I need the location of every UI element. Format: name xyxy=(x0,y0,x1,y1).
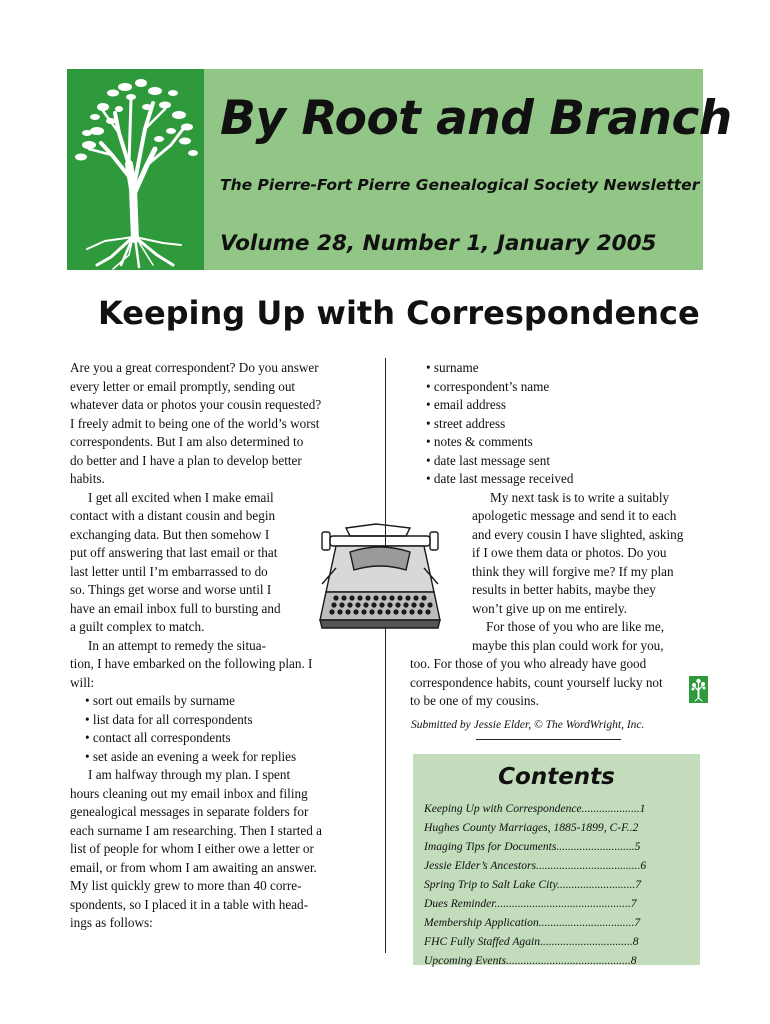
tree-icon xyxy=(67,69,204,270)
article-right-column xyxy=(410,359,710,711)
article-line: list of people for whom I either owe a letter or xyxy=(70,841,314,856)
article-line: I freely admit to being one of the world’s worst xyxy=(70,415,320,431)
newsletter-subtitle: The Pierre-Fort Pierre Genealogical Society Newsletter xyxy=(220,176,700,194)
article-line: every letter or email promptly, sending out xyxy=(70,378,296,394)
article-line: do better and I have a plan to develop better xyxy=(70,452,302,468)
article-title: Keeping Up with Correspondence xyxy=(98,294,700,332)
contents-list xyxy=(424,799,694,970)
article-line: have an email inbox full to bursting and xyxy=(70,600,281,616)
bullet-item: • surname xyxy=(426,360,479,375)
bullet-item: • date last message sent xyxy=(426,452,550,468)
contents-item: Imaging Tips for Documents...........................5 xyxy=(424,840,641,853)
bullet-item: • correspondent’s name xyxy=(426,378,550,394)
contents-item: Jessie Elder’s Ancestors....................................6 xyxy=(424,859,647,872)
article-line: My list quickly grew to more than 40 corre- xyxy=(70,878,302,893)
article-line: results in better habits, maybe they xyxy=(472,582,656,597)
article-line: I get all excited when I make email xyxy=(88,489,274,505)
contents-title: Contents xyxy=(498,764,615,790)
article-line: Are you a great correspondent? Do you answer xyxy=(70,360,319,375)
article-line: last letter until I’m embarrassed to do xyxy=(70,563,268,579)
article-line: and every cousin I have slighted, asking xyxy=(472,526,684,542)
article-line: whatever data or photos your cousin requested? xyxy=(70,397,322,412)
article-line: For those of you who are like me, xyxy=(486,619,664,634)
bullet-item: • street address xyxy=(426,415,506,431)
article-line: correspondence habits, count yourself lucky not xyxy=(410,674,663,690)
article-line: maybe this plan could work for you, xyxy=(472,637,664,653)
article-line: if I owe them data or photos. Do you xyxy=(472,545,667,560)
article-line: I am halfway through my plan. I spent xyxy=(88,767,291,782)
article-line: too. For those of you who already have good xyxy=(410,656,647,671)
contents-item: Dues Reminder...............................................7 xyxy=(424,897,637,910)
article-line: exchanging data. But then somehow I xyxy=(70,526,270,542)
contents-item: Spring Trip to Salt Lake City...........................7 xyxy=(424,878,642,891)
credit-rule xyxy=(476,739,621,740)
article-credit: Submitted by Jessie Elder, © The WordWright, Inc. xyxy=(411,719,645,731)
article-line: My next task is to write a suitably xyxy=(490,489,670,505)
article-line: spondents, so I placed it in a table with head- xyxy=(70,896,309,912)
article-line: will: xyxy=(70,674,95,690)
article-line: apologetic message and send it to each xyxy=(472,508,677,523)
article-line: each surname I am researching. Then I started a xyxy=(70,822,323,838)
tree-end-mark-icon xyxy=(689,676,708,703)
article-line: genealogical messages in separate folders for xyxy=(70,804,309,819)
contents-item: Upcoming Events...........................................8 xyxy=(424,954,637,967)
article-line: hours cleaning out my email inbox and filing xyxy=(70,785,308,801)
bullet-item: • set aside an evening a week for replies xyxy=(85,748,297,764)
bullet-item: • list data for all correspondents xyxy=(85,711,253,727)
tree-logo-panel xyxy=(67,69,204,270)
masthead xyxy=(67,69,732,270)
contents-item: Keeping Up with Correspondence....................1 xyxy=(424,802,646,815)
article-line: email, or from whom I am awaiting an answer. xyxy=(70,859,317,875)
contents-box xyxy=(413,754,700,965)
article-line: to be one of my cousins. xyxy=(410,693,539,708)
bullet-item: • sort out emails by surname xyxy=(85,693,236,708)
column-divider xyxy=(385,358,386,953)
article-line: In an attempt to remedy the situa- xyxy=(88,637,266,653)
contents-item: Membership Application.................................7 xyxy=(424,916,641,929)
article-left-column xyxy=(70,359,350,933)
article-line: habits. xyxy=(70,471,105,486)
bullet-item: • notes & comments xyxy=(426,434,533,449)
article-line: tion, I have embarked on the following plan. I xyxy=(70,656,313,671)
article-line: won’t give up on me entirely. xyxy=(472,600,627,616)
article-line: ings as follows: xyxy=(70,915,153,930)
article-line: a guilt complex to match. xyxy=(70,619,205,634)
newsletter-title: By Root and Branch xyxy=(220,91,732,146)
article-line: think they will forgive me? If my plan xyxy=(472,563,674,579)
contents-item: FHC Fully Staffed Again................................8 xyxy=(424,935,639,948)
article-line: put off answering that last email or that xyxy=(70,545,278,560)
article-line: so. Things get worse and worse until I xyxy=(70,582,272,597)
article-line: correspondents. But I am also determined to xyxy=(70,434,304,449)
contents-item: Hughes County Marriages, 1885-1899, C-F..2 xyxy=(424,821,639,834)
article-line: contact with a distant cousin and begin xyxy=(70,508,276,523)
newsletter-volume: Volume 28, Number 1, January 2005 xyxy=(220,231,657,256)
bullet-item: • date last message received xyxy=(426,471,574,486)
bullet-item: • email address xyxy=(426,397,507,412)
bullet-item: • contact all correspondents xyxy=(85,730,231,745)
